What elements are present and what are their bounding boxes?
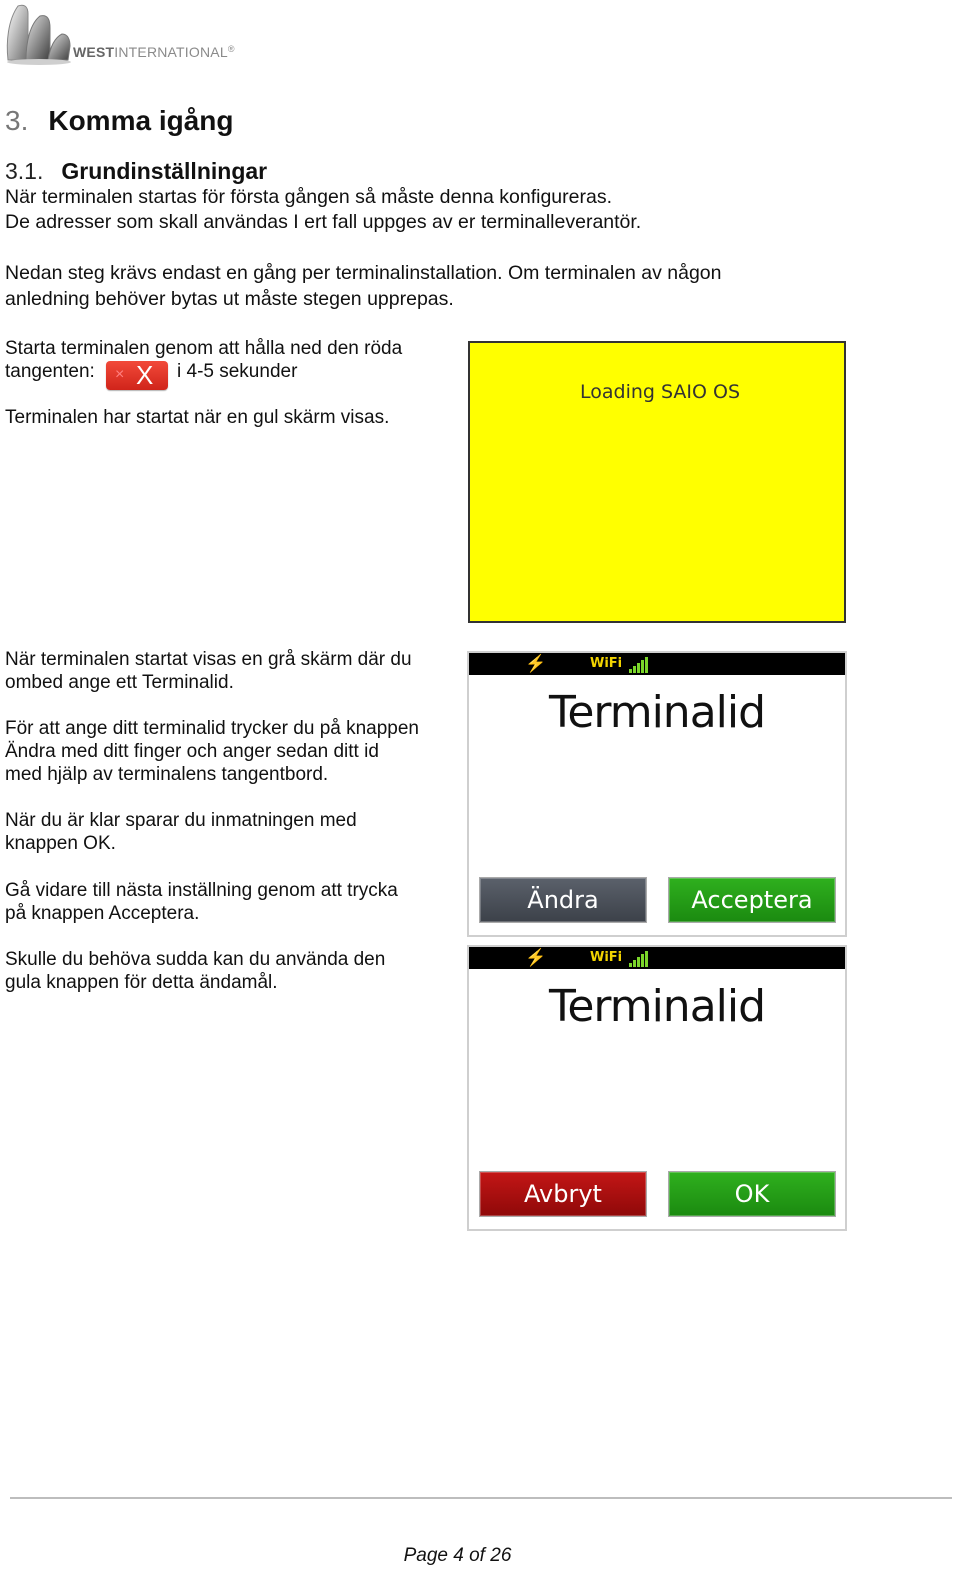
terminal-screen-terminalid-view <box>467 651 847 937</box>
terminalid-title: Terminalid <box>548 687 766 738</box>
andra-button[interactable]: Ändra <box>479 877 647 923</box>
status-bar <box>469 653 845 675</box>
footer-divider <box>10 1497 952 1499</box>
logo-word-west: WEST <box>73 44 115 60</box>
once-note-line: Nedan steg krävs endast en gång per terminalinstallation. Om terminalen av någon <box>5 262 722 284</box>
footer-page-label: Page <box>403 1545 448 1566</box>
footer-page-number: 4 <box>453 1545 464 1566</box>
subsection-title: Grundinställningar <box>61 158 268 184</box>
logo-wordmark <box>73 44 235 60</box>
intro-line: När terminalen startas för första gången så måste denna konfigureras. <box>5 186 612 208</box>
key-small-x: × <box>115 366 125 383</box>
terminalid-title: Terminalid <box>548 981 766 1032</box>
logo-mark-icon <box>4 2 74 66</box>
terminal-screen-terminalid-edit <box>467 945 847 1231</box>
loading-text: Loading SAIO OS <box>580 381 741 403</box>
status-bar <box>469 947 845 969</box>
instruction-line: gula knappen för detta ändamål. <box>5 972 278 993</box>
wifi-label: WiFi <box>590 950 623 965</box>
acceptera-button[interactable]: Acceptera <box>668 877 836 923</box>
intro-line: De adresser som skall användas I ert fall uppges av er terminalleverantör. <box>5 211 642 233</box>
instruction-line: Ändra med ditt finger och anger sedan ditt id <box>5 741 379 762</box>
page-footer <box>0 1545 915 1567</box>
start-instruction-line: Starta terminalen genom att hålla ned den röda <box>5 338 403 359</box>
instruction-line: När terminalen startat visas en grå skärm där du <box>5 649 412 670</box>
key-big-x: X <box>136 360 154 390</box>
instruction-line: knappen OK. <box>5 833 116 854</box>
registered-mark: ® <box>227 44 235 54</box>
instruction-line: med hjälp av terminalens tangentbord. <box>5 764 329 785</box>
yellow-loading-screen <box>468 341 846 623</box>
signal-strength-icon <box>629 657 649 673</box>
instruction-line: Gå vidare till nästa inställning genom att trycka <box>5 880 398 901</box>
terminal-started-text: Terminalen har startat när en gul skärm visas. <box>5 407 390 428</box>
instruction-line: ombed ange ett Terminalid. <box>5 672 234 693</box>
battery-charging-icon: ⚡ <box>525 948 547 967</box>
start-instruction-before-key: tangenten: <box>5 361 95 382</box>
footer-page-total: 26 <box>490 1545 512 1566</box>
instruction-line: För att ange ditt terminalid trycker du på knappen <box>5 718 420 739</box>
section-number: 3. <box>5 105 29 136</box>
subsection-heading <box>5 157 267 185</box>
footer-of-label: of <box>469 1545 485 1566</box>
once-note-line: anledning behöver bytas ut måste stegen upprepas. <box>5 288 454 310</box>
ok-button[interactable]: OK <box>668 1171 836 1217</box>
section-title: Komma igång <box>48 105 234 136</box>
start-instruction-after-key: i 4-5 sekunder <box>177 361 298 382</box>
red-cancel-key-icon <box>106 361 168 390</box>
wifi-label: WiFi <box>590 656 623 671</box>
logo-word-international: INTERNATIONAL <box>114 44 228 60</box>
battery-charging-icon: ⚡ <box>525 654 547 673</box>
instruction-line: När du är klar sparar du inmatningen med <box>5 810 357 831</box>
company-logo <box>4 2 244 66</box>
instruction-line: på knappen Acceptera. <box>5 903 200 924</box>
instruction-line: Skulle du behöva sudda kan du använda den <box>5 949 386 970</box>
subsection-number: 3.1. <box>5 158 44 184</box>
avbryt-button[interactable]: Avbryt <box>479 1171 647 1217</box>
signal-strength-icon <box>629 951 649 967</box>
section-heading <box>5 104 234 138</box>
